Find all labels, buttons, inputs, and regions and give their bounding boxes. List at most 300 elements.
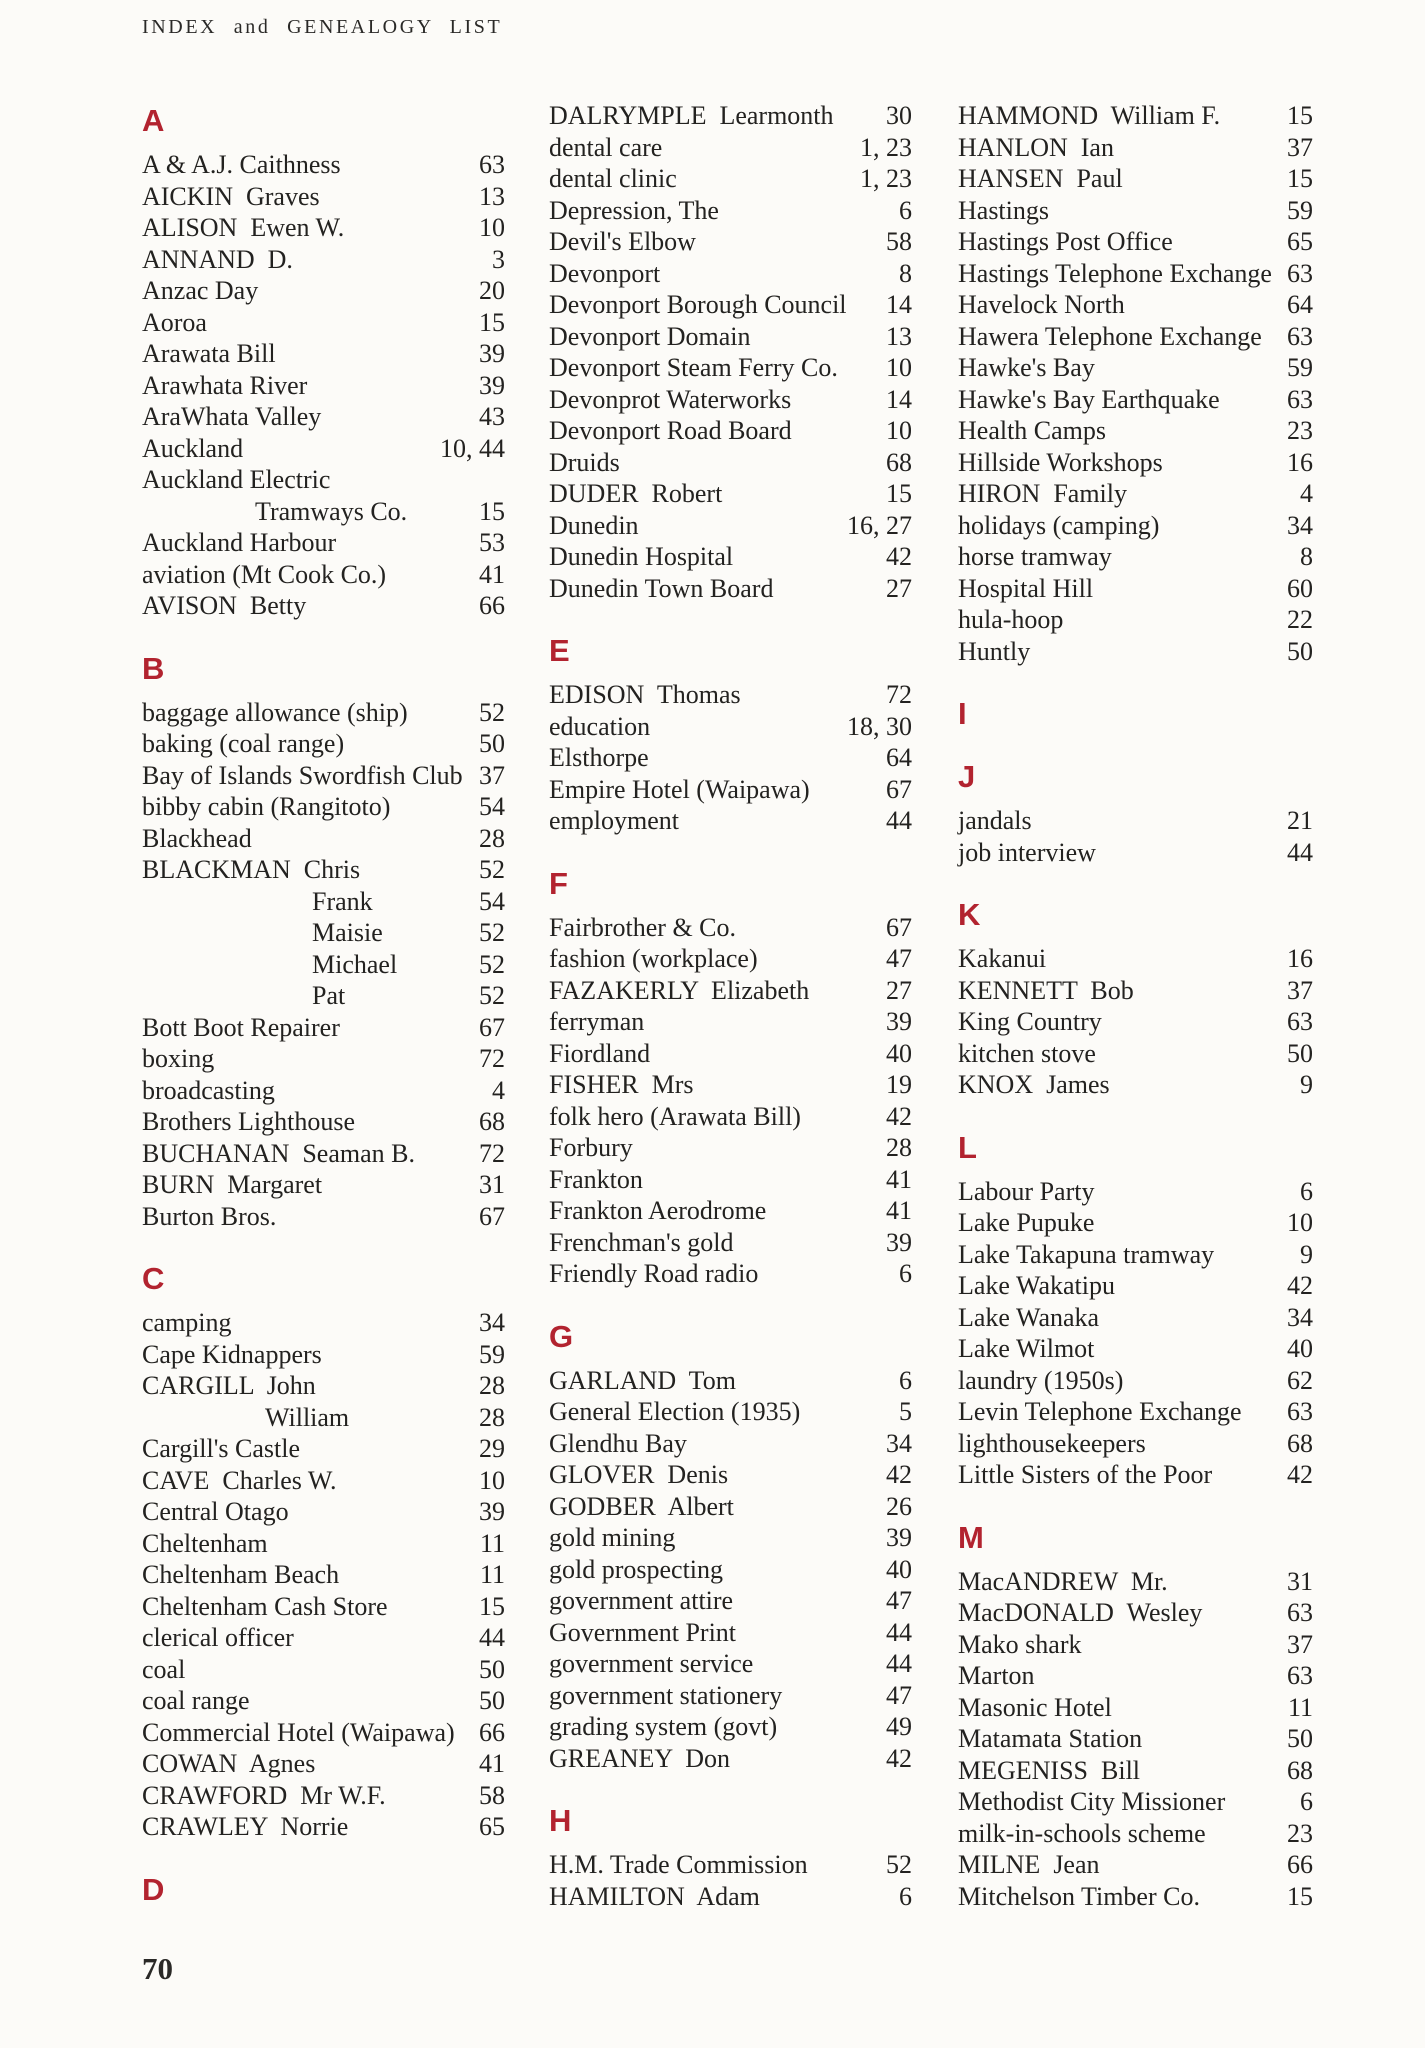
index-entry — [142, 338, 505, 370]
entry-pages: 42 — [886, 1743, 912, 1773]
page-number: 70 — [142, 1951, 173, 1986]
index-entry — [958, 195, 1313, 227]
entry-pages: 15 — [479, 1591, 505, 1621]
entry-text: Kakanui — [958, 944, 1047, 973]
entry-pages: 52 — [886, 1850, 912, 1879]
entry-text: Devonport Borough Council — [549, 290, 847, 319]
entry-pages: 15 — [479, 307, 505, 337]
entry-pages: 34 — [1287, 1302, 1313, 1332]
entry-pages: 4 — [1300, 479, 1313, 508]
entry-text: milk-in-schools scheme — [958, 1818, 1206, 1848]
index-entry — [958, 1333, 1313, 1365]
entry-pages: 16 — [1287, 944, 1313, 973]
entry-text: BUCHANAN Seaman B. — [142, 1138, 415, 1168]
index-entry — [549, 774, 912, 806]
entry-pages: 44 — [886, 806, 912, 835]
entry-text: government stationery — [549, 1680, 783, 1710]
entry-pages: 10 — [1287, 1208, 1313, 1237]
index-column — [142, 104, 505, 1918]
index-entry — [142, 1685, 505, 1717]
section-letter: L — [958, 1129, 977, 1165]
entry-text: ferryman — [549, 1007, 645, 1036]
entry-pages: 44 — [479, 1623, 505, 1652]
index-entry — [958, 1459, 1313, 1491]
entry-text: Mitchelson Timber Co. — [958, 1881, 1200, 1911]
index-entry — [549, 1585, 912, 1617]
entry-pages: 34 — [886, 1428, 912, 1458]
entry-text: Frankton Aerodrome — [549, 1196, 767, 1225]
entry-text: baggage allowance (ship) — [142, 697, 408, 727]
entry-pages: 27 — [886, 573, 912, 603]
entry-pages: 40 — [886, 1038, 912, 1068]
index-entry — [958, 1786, 1313, 1818]
index-entry — [549, 1522, 912, 1554]
index-entry — [958, 100, 1313, 132]
entry-pages: 6 — [1300, 1176, 1313, 1206]
entry-pages: 11 — [1287, 1692, 1313, 1722]
entry-pages: 42 — [886, 542, 912, 571]
entry-pages: 11 — [479, 1560, 505, 1589]
entry-pages: 50 — [1287, 1724, 1313, 1753]
entry-text: gold prospecting — [549, 1554, 724, 1584]
entry-text: hula-hoop — [958, 605, 1064, 634]
entry-text: CRAWFORD Mr W.F. — [142, 1780, 386, 1810]
entry-pages: 67 — [479, 1201, 505, 1231]
entry-pages: 42 — [1287, 1460, 1313, 1489]
entry-pages: 43 — [479, 402, 505, 431]
entry-text: Frankton — [549, 1164, 643, 1194]
entry-text: ANNAND D. — [142, 244, 293, 274]
entry-text: bibby cabin (Rangitoto) — [142, 792, 391, 821]
index-entry — [549, 943, 912, 975]
index-entry — [958, 1176, 1313, 1208]
entry-text: HAMILTON Adam — [549, 1881, 760, 1911]
index-entry — [142, 1307, 505, 1339]
index-entry — [958, 415, 1313, 447]
section-letter: D — [142, 1871, 165, 1907]
entry-pages: 41 — [886, 1196, 912, 1225]
entry-text: Hastings Telephone Exchange — [958, 258, 1272, 288]
entry-text: Havelock North — [958, 290, 1125, 319]
entry-pages: 50 — [1287, 636, 1313, 666]
entry-text: Lake Pupuke — [958, 1208, 1095, 1237]
index-entry — [142, 760, 505, 792]
index-entry — [549, 1132, 912, 1164]
entry-pages: 18, 30 — [847, 711, 912, 741]
section-letter: E — [549, 633, 570, 668]
entry-text: coal — [142, 1654, 186, 1684]
index-entry — [142, 559, 505, 591]
entry-text: CARGILL John — [142, 1371, 316, 1400]
entry-pages: 28 — [479, 1402, 505, 1432]
entry-pages: 66 — [1287, 1850, 1313, 1879]
entry-pages: 50 — [479, 1654, 505, 1684]
entry-pages: 42 — [886, 1101, 912, 1131]
entry-text: baking (coal range) — [142, 729, 345, 758]
entry-text: Mako shark — [958, 1629, 1082, 1659]
entry-text: gold mining — [549, 1523, 676, 1552]
entry-pages: 23 — [1287, 416, 1313, 445]
entry-text: Cheltenham — [142, 1528, 268, 1558]
index-entry — [142, 496, 505, 528]
index-entry — [958, 1566, 1313, 1598]
entry-text: employment — [549, 806, 679, 835]
entry-text: Hospital Hill — [958, 573, 1094, 603]
index-entry — [549, 132, 912, 164]
entry-text: ALISON Ewen W. — [142, 213, 345, 242]
entry-text: Hastings Post Office — [958, 227, 1173, 256]
index-entry — [958, 1597, 1313, 1629]
entry-pages: 63 — [1287, 384, 1313, 414]
index-entry — [549, 447, 912, 479]
entry-text: coal range — [142, 1686, 250, 1715]
entry-pages: 63 — [1287, 1661, 1313, 1690]
entry-text: Fairbrother & Co. — [549, 912, 737, 942]
index-entry — [549, 321, 912, 353]
entry-pages: 47 — [886, 1586, 912, 1615]
entry-pages: 8 — [899, 258, 912, 288]
index-entry — [142, 307, 505, 339]
index-entry — [549, 1006, 912, 1038]
entry-text: General Election (1935) — [549, 1397, 801, 1426]
entry-pages: 58 — [886, 227, 912, 256]
entry-text: Pat — [312, 981, 346, 1010]
entry-text: Blackhead — [142, 823, 252, 853]
index-entry — [549, 163, 912, 195]
entry-pages: 58 — [479, 1780, 505, 1810]
entry-pages: 28 — [479, 1371, 505, 1400]
index-entry — [958, 604, 1313, 636]
entry-text: lighthousekeepers — [958, 1428, 1146, 1458]
entry-pages: 59 — [479, 1339, 505, 1369]
entry-text: dental care — [549, 132, 663, 162]
entry-text: GARLAND Tom — [549, 1365, 736, 1395]
entry-text: Cape Kidnappers — [142, 1339, 322, 1369]
entry-text: KNOX James — [958, 1070, 1110, 1099]
index-entry — [549, 1069, 912, 1101]
index-entry — [142, 1811, 505, 1843]
entry-text: Arawata Bill — [142, 339, 276, 368]
entry-text: Fiordland — [549, 1038, 651, 1068]
entry-pages: 28 — [886, 1133, 912, 1162]
index-entry — [142, 728, 505, 760]
index-entry — [142, 1106, 505, 1138]
index-entry — [958, 1692, 1313, 1724]
index-entry — [142, 401, 505, 433]
entry-text: AVISON Betty — [142, 591, 307, 620]
index-entry — [549, 1849, 912, 1881]
entry-text: CAVE Charles W. — [142, 1465, 337, 1495]
entry-text: dental clinic — [549, 164, 677, 193]
entry-pages: 47 — [886, 944, 912, 973]
section-letter: F — [549, 865, 568, 901]
entry-pages: 41 — [886, 1164, 912, 1194]
entry-pages: 4 — [492, 1075, 505, 1105]
entry-text: Lake Wakatipu — [958, 1271, 1115, 1300]
section-letter: I — [958, 696, 967, 731]
index-entry — [142, 1138, 505, 1170]
entry-text: Depression, The — [549, 195, 719, 225]
entry-text: government service — [549, 1649, 754, 1678]
entry-pages: 37 — [1287, 132, 1313, 162]
index-entry — [958, 1270, 1313, 1302]
entry-pages: 60 — [1287, 573, 1313, 603]
entry-text: Bott Boot Repairer — [142, 1012, 340, 1042]
entry-pages: 72 — [479, 1044, 505, 1073]
entry-pages: 6 — [899, 1259, 912, 1288]
entry-text: Brothers Lighthouse — [142, 1107, 356, 1136]
index-entry — [958, 1428, 1313, 1460]
index-entry — [958, 478, 1313, 510]
index-entry — [142, 590, 505, 622]
index-entry — [549, 1428, 912, 1460]
entry-pages: 3 — [492, 244, 505, 274]
entry-pages: 54 — [479, 792, 505, 821]
index-entry — [142, 1043, 505, 1075]
index-entry — [549, 1743, 912, 1775]
index-entry — [142, 433, 505, 465]
index-entry — [142, 1339, 505, 1371]
entry-pages: 15 — [1287, 1881, 1313, 1911]
index-entry — [142, 1780, 505, 1812]
index-entry — [958, 943, 1313, 975]
entry-text: Health Camps — [958, 416, 1107, 445]
index-entry — [549, 541, 912, 573]
index-entry — [958, 447, 1313, 479]
entry-pages: 59 — [1287, 195, 1313, 225]
entry-pages: 6 — [899, 1365, 912, 1395]
entry-text: Lake Wilmot — [958, 1334, 1095, 1363]
entry-text: Hawke's Bay — [958, 353, 1095, 382]
page-header: INDEX and GENEALOGY LIST — [142, 16, 503, 38]
entry-text: boxing — [142, 1044, 215, 1073]
entry-text: Frenchman's gold — [549, 1227, 734, 1257]
entry-pages: 1, 23 — [860, 132, 912, 162]
entry-text: GREANEY Don — [549, 1743, 731, 1773]
index-entry — [549, 1711, 912, 1743]
entry-pages: 63 — [1287, 1397, 1313, 1426]
index-entry — [958, 1849, 1313, 1881]
entry-pages: 67 — [886, 774, 912, 804]
entry-text: Tramways Co. — [255, 496, 408, 526]
entry-text: Devonport Domain — [549, 321, 751, 351]
entry-pages: 42 — [1287, 1271, 1313, 1300]
entry-text: Devil's Elbow — [549, 227, 696, 256]
index-entry — [142, 527, 505, 559]
entry-pages: 67 — [886, 912, 912, 942]
entry-text: Anzac Day — [142, 276, 259, 305]
index-entry — [142, 1370, 505, 1402]
entry-text: Arawhata River — [142, 370, 308, 400]
entry-pages: 44 — [886, 1617, 912, 1647]
entry-pages: 62 — [1287, 1365, 1313, 1395]
entry-text: Empire Hotel (Waipawa) — [549, 774, 810, 804]
section-letter: H — [549, 1803, 572, 1838]
entry-text: Auckland Harbour — [142, 528, 337, 557]
entry-text: Burton Bros. — [142, 1201, 277, 1231]
entry-text: Devonprot Waterworks — [549, 384, 792, 414]
index-column — [549, 100, 912, 1912]
entry-text: Government Print — [549, 1617, 737, 1647]
entry-text: Aoroa — [142, 307, 207, 337]
index-entry — [549, 258, 912, 290]
index-entry — [958, 258, 1313, 290]
entry-text: Frank — [312, 886, 373, 916]
entry-text: Devonport Road Board — [549, 416, 792, 445]
index-entry — [142, 212, 505, 244]
index-entry — [549, 1648, 912, 1680]
entry-pages: 21 — [1287, 806, 1313, 835]
entry-text: government attire — [549, 1586, 734, 1615]
entry-pages: 63 — [1287, 1598, 1313, 1627]
entry-pages: 37 — [1287, 1629, 1313, 1659]
entry-text: camping — [142, 1308, 232, 1337]
index-entry — [958, 1818, 1313, 1850]
index-entry — [142, 1075, 505, 1107]
index-entry — [549, 1365, 912, 1397]
entry-pages: 10 — [479, 1465, 505, 1495]
entry-text: Labour Party — [958, 1176, 1095, 1206]
entry-text: clerical officer — [142, 1623, 294, 1652]
entry-pages: 68 — [1287, 1428, 1313, 1458]
index-column — [958, 100, 1313, 1912]
entry-text: HANLON Ian — [958, 132, 1114, 162]
entry-pages: 19 — [886, 1070, 912, 1099]
index-entry — [549, 510, 912, 542]
entry-pages: 39 — [479, 370, 505, 400]
entry-pages: 50 — [479, 1686, 505, 1715]
entry-text: Huntly — [958, 636, 1031, 666]
index-entry — [142, 823, 505, 855]
entry-text: HIRON Family — [958, 479, 1127, 508]
entry-text: fashion (workplace) — [549, 944, 758, 973]
entry-pages: 26 — [886, 1491, 912, 1521]
section-letter: G — [549, 1318, 574, 1354]
entry-text: horse tramway — [958, 542, 1112, 571]
index-entry — [549, 1881, 912, 1913]
index-entry — [549, 289, 912, 321]
entry-pages: 28 — [479, 823, 505, 853]
entry-pages: 54 — [479, 886, 505, 916]
index-entry — [142, 181, 505, 213]
section-letter: J — [958, 759, 976, 794]
index-entry — [958, 1396, 1313, 1428]
index-entry — [142, 980, 505, 1012]
index-entry — [549, 1491, 912, 1523]
entry-pages: 40 — [1287, 1334, 1313, 1363]
entry-text: grading system (govt) — [549, 1712, 778, 1741]
index-entry — [142, 1591, 505, 1623]
entry-pages: 44 — [1287, 837, 1313, 867]
index-entry — [958, 636, 1313, 668]
entry-pages: 50 — [479, 729, 505, 758]
index-entry — [958, 510, 1313, 542]
entry-text: COWAN Agnes — [142, 1749, 316, 1778]
index-entry — [958, 1660, 1313, 1692]
index-entry — [142, 697, 505, 729]
entry-text: Hastings — [958, 195, 1049, 225]
entry-pages: 13 — [886, 321, 912, 351]
entry-pages: 6 — [1300, 1787, 1313, 1816]
entry-pages: 34 — [1287, 510, 1313, 540]
index-entry — [142, 1748, 505, 1780]
index-entry — [142, 464, 505, 496]
entry-pages: 52 — [479, 697, 505, 727]
entry-pages: 63 — [1287, 321, 1313, 351]
entry-text: BLACKMAN Chris — [142, 855, 361, 884]
entry-text: kitchen stove — [958, 1038, 1096, 1068]
entry-pages: 42 — [886, 1460, 912, 1489]
index-entry — [142, 1654, 505, 1686]
entry-pages: 27 — [886, 975, 912, 1005]
entry-pages: 41 — [479, 559, 505, 589]
index-entry — [549, 1038, 912, 1070]
index-entry — [142, 275, 505, 307]
entry-pages: 16 — [1287, 447, 1313, 477]
entry-text: King Country — [958, 1007, 1102, 1036]
entry-text: Dunedin — [549, 510, 639, 540]
entry-pages: 52 — [479, 855, 505, 884]
entry-pages: 72 — [479, 1138, 505, 1168]
entry-text: Bay of Islands Swordfish Club — [142, 760, 463, 790]
entry-text: GLOVER Denis — [549, 1460, 729, 1489]
entry-text: Matamata Station — [958, 1724, 1143, 1753]
entry-pages: 34 — [479, 1308, 505, 1337]
entry-text: Dunedin Town Board — [549, 573, 774, 603]
index-entry — [549, 711, 912, 743]
index-entry — [958, 321, 1313, 353]
entry-pages: 11 — [479, 1528, 505, 1558]
entry-text: education — [549, 711, 651, 741]
entry-pages: 53 — [479, 528, 505, 557]
entry-text: Elsthorpe — [549, 743, 649, 772]
index-entry — [958, 132, 1313, 164]
entry-text: Cargill's Castle — [142, 1434, 301, 1463]
index-entry — [142, 949, 505, 981]
entry-pages: 15 — [479, 496, 505, 526]
index-entry — [958, 289, 1313, 321]
index-entry — [549, 1101, 912, 1133]
entry-pages: 8 — [1300, 542, 1313, 571]
index-entry — [142, 1496, 505, 1528]
entry-text: laundry (1950s) — [958, 1365, 1124, 1395]
index-entry — [142, 1433, 505, 1465]
index-entry — [549, 1164, 912, 1196]
entry-pages: 39 — [886, 1523, 912, 1552]
index-entry — [549, 912, 912, 944]
index-entry — [549, 478, 912, 510]
entry-pages: 6 — [899, 1881, 912, 1911]
entry-pages: 64 — [886, 743, 912, 772]
entry-text: jandals — [958, 806, 1032, 835]
index-entry — [958, 541, 1313, 573]
index-entry — [142, 1717, 505, 1749]
entry-text: FAZAKERLY Elizabeth — [549, 975, 810, 1005]
entry-pages: 10, 44 — [440, 433, 505, 463]
index-entry — [142, 1465, 505, 1497]
entry-text: DALRYMPLE Learmonth — [549, 101, 834, 130]
index-entry — [142, 149, 505, 181]
index-entry — [549, 679, 912, 711]
index-entry — [549, 100, 912, 132]
entry-pages: 39 — [886, 1227, 912, 1257]
entry-pages: 10 — [886, 416, 912, 445]
entry-text: H.M. Trade Commission — [549, 1850, 808, 1879]
index-entry — [142, 370, 505, 402]
entry-text: Glendhu Bay — [549, 1428, 687, 1458]
entry-text: Cheltenham Cash Store — [142, 1591, 388, 1621]
section-letter: K — [958, 897, 981, 932]
